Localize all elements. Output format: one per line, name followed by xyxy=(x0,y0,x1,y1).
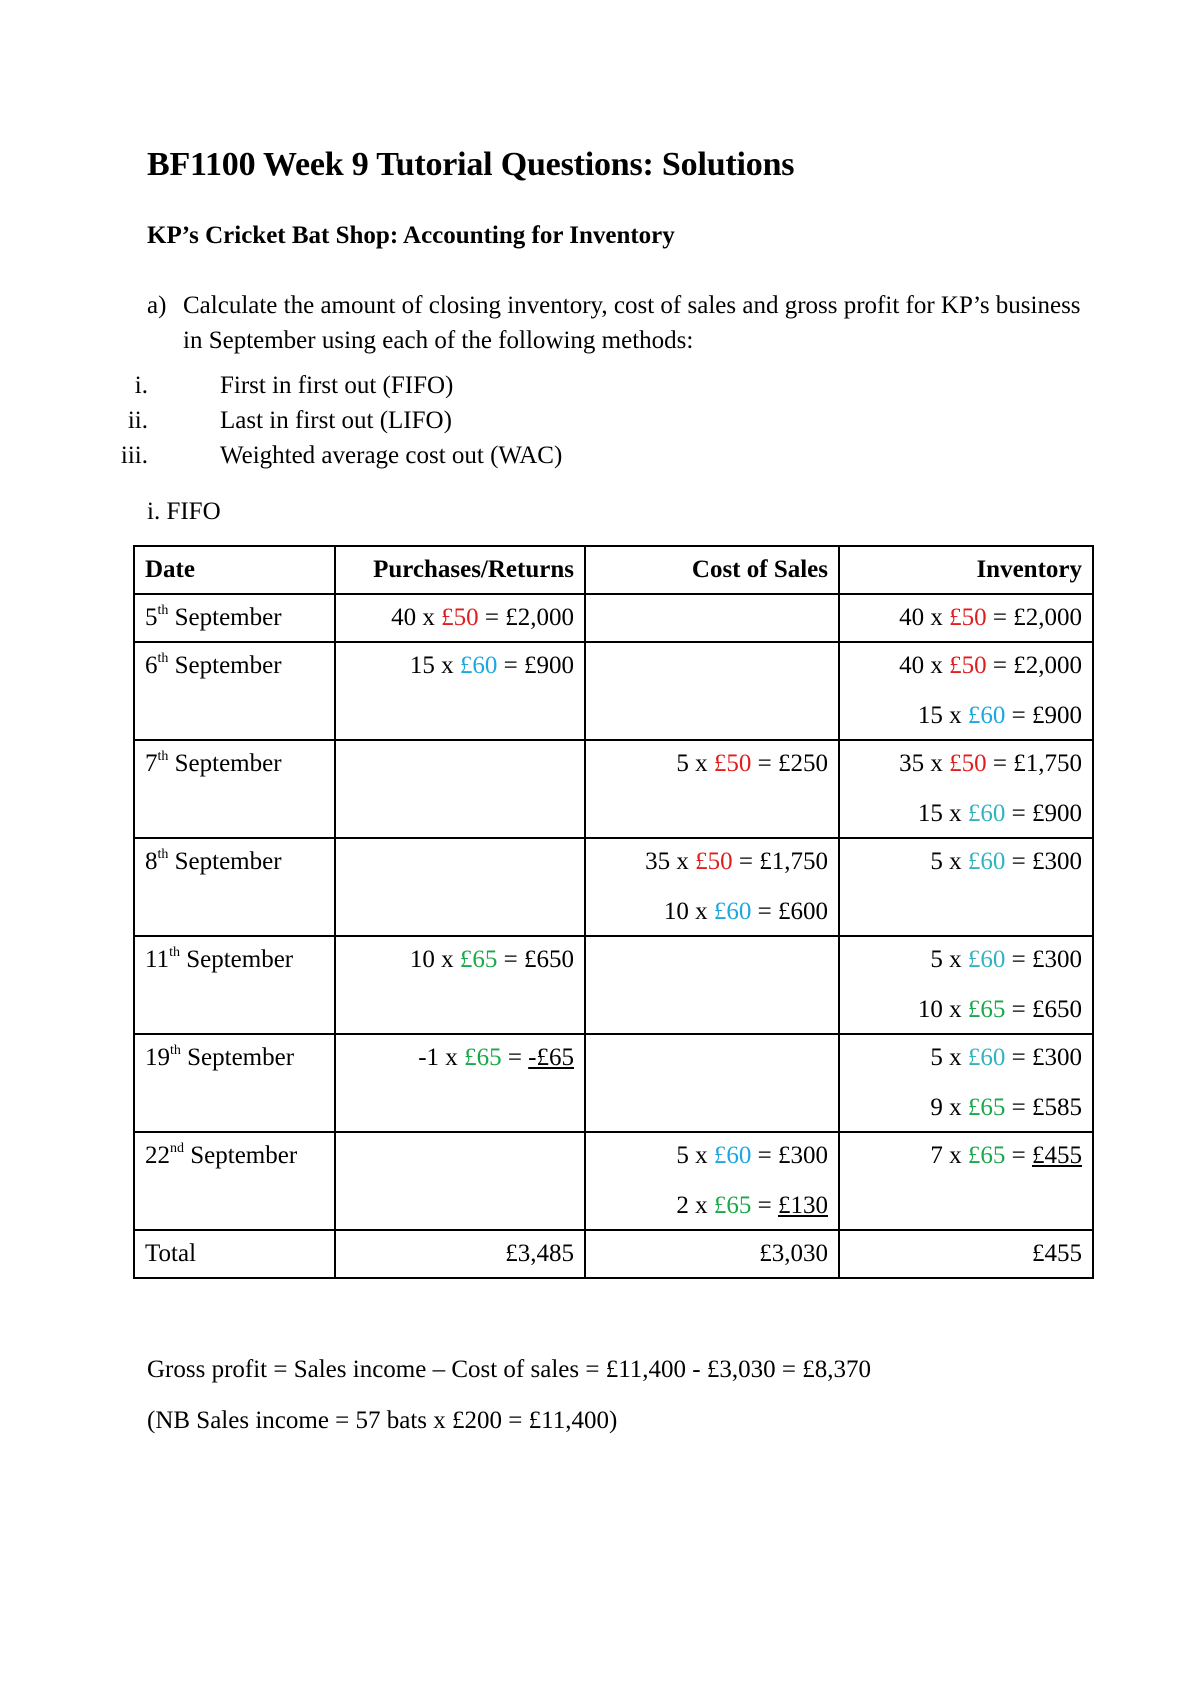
fifo-table xyxy=(133,545,1094,1279)
cost-of-sales-cell xyxy=(585,936,839,1034)
total-inventory: £455 xyxy=(839,1230,1093,1278)
total-cost-of-sales: £3,030 xyxy=(585,1230,839,1278)
date-cell: 22nd September xyxy=(134,1132,335,1230)
inventory-cell: 40 x £50 = £2,000 xyxy=(839,594,1093,642)
header-date: Date xyxy=(134,546,335,594)
method-text: Weighted average cost out (WAC) xyxy=(220,442,563,469)
header-cost-of-sales: Cost of Sales xyxy=(585,546,839,594)
question-label: a) xyxy=(147,292,167,319)
table-total-row xyxy=(134,1230,1093,1278)
table-row xyxy=(134,740,1093,838)
cost-of-sales-cell xyxy=(585,1034,839,1132)
date-cell: 7th September xyxy=(134,740,335,838)
section-label-fifo: i. FIFO xyxy=(147,498,221,525)
table-row xyxy=(134,642,1093,740)
purchases-cell: -1 x £65 = -£65 xyxy=(335,1034,585,1132)
header-inventory: Inventory xyxy=(839,546,1093,594)
purchases-cell: 15 x £60 = £900 xyxy=(335,642,585,740)
purchases-cell xyxy=(335,838,585,936)
table-row xyxy=(134,838,1093,936)
table-row xyxy=(134,594,1093,642)
cost-of-sales-cell xyxy=(585,642,839,740)
table-row xyxy=(134,1132,1093,1230)
header-purchases-returns: Purchases/Returns xyxy=(335,546,585,594)
cost-of-sales-cell xyxy=(585,594,839,642)
method-text: First in first out (FIFO) xyxy=(220,372,454,399)
total-label: Total xyxy=(134,1230,335,1278)
method-number: ii. xyxy=(127,407,148,434)
method-text: Last in first out (LIFO) xyxy=(220,407,452,434)
date-cell: 19th September xyxy=(134,1034,335,1132)
cost-of-sales-cell: 35 x £50 = £1,750 10 x £60 = £600 xyxy=(585,838,839,936)
total-purchases: £3,485 xyxy=(335,1230,585,1278)
method-number: i. xyxy=(134,372,148,399)
page-title: BF1100 Week 9 Tutorial Questions: Solutions xyxy=(147,146,795,183)
purchases-cell xyxy=(335,740,585,838)
purchases-cell: 40 x £50 = £2,000 xyxy=(335,594,585,642)
date-cell: 6th September xyxy=(134,642,335,740)
question-text: Calculate the amount of closing inventory, cost of sales and gross profit for KP’s business in September using each of the following methods: xyxy=(183,292,1081,354)
date-cell: 8th September xyxy=(134,838,335,936)
table-row xyxy=(134,1034,1093,1132)
inventory-cell: 35 x £50 = £1,750 15 x £60 = £900 xyxy=(839,740,1093,838)
inventory-cell: 7 x £65 = £455 xyxy=(839,1132,1093,1230)
inventory-cell: 5 x £60 = £300 xyxy=(839,838,1093,936)
cost-of-sales-cell: 5 x £50 = £250 xyxy=(585,740,839,838)
cost-of-sales-cell: 5 x £60 = £300 2 x £65 = £130 xyxy=(585,1132,839,1230)
inventory-cell: 40 x £50 = £2,000 15 x £60 = £900 xyxy=(839,642,1093,740)
inventory-cell: 5 x £60 = £300 9 x £65 = £585 xyxy=(839,1034,1093,1132)
method-number: iii. xyxy=(120,442,148,469)
inventory-cell: 5 x £60 = £300 10 x £65 = £650 xyxy=(839,936,1093,1034)
purchases-cell: 10 x £65 = £650 xyxy=(335,936,585,1034)
purchases-cell xyxy=(335,1132,585,1230)
date-cell: 5th September xyxy=(134,594,335,642)
table-row xyxy=(134,936,1093,1034)
table-header-row xyxy=(134,546,1093,594)
page-subtitle: KP’s Cricket Bat Shop: Accounting for Inventory xyxy=(147,222,675,249)
date-cell: 11th September xyxy=(134,936,335,1034)
sales-income-note: (NB Sales income = 57 bats x £200 = £11,400) xyxy=(147,1407,618,1434)
gross-profit-line: Gross profit = Sales income – Cost of sales = £11,400 - £3,030 = £8,370 xyxy=(147,1356,871,1383)
